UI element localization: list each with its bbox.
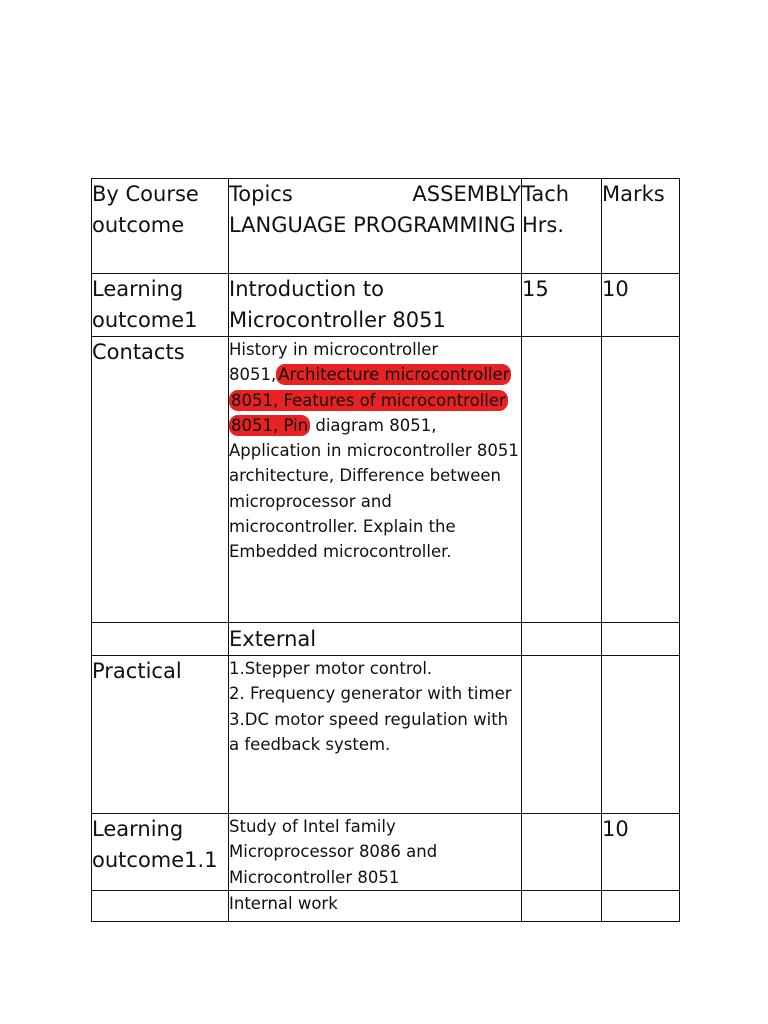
practical-item: 3.DC motor speed regulation with a feedback system. [229,709,509,754]
internal-marks-cell [602,891,680,922]
outcome1-1-topic: Study of Intel family Microprocessor 8086 and Microcontroller 8051 [229,814,522,891]
table-row-external [92,623,680,656]
outcome1-marks: 10 [602,274,680,337]
table-row-contacts [92,337,680,623]
header-marks: Marks [602,179,680,274]
external-marks-cell [602,623,680,656]
contacts-marks-cell [602,337,680,623]
external-label: External [229,623,522,656]
outcome1-label: Learning outcome1 [92,274,229,337]
contacts-text-highlighted: Architecture microcontroller 8051, Features of microcontroller 8051, Pin [231,365,510,435]
table-row-internal [92,891,680,922]
internal-label: Internal work [229,891,522,922]
practical-item: 1.Stepper motor control. [229,659,433,678]
table-row-outcome1 [92,274,680,337]
syllabus-table [91,178,680,922]
internal-empty-cell [92,891,229,922]
practical-hours-cell [522,656,602,814]
practical-list [229,656,522,814]
table-row-outcome1-1 [92,814,680,891]
practical-marks-cell [602,656,680,814]
contacts-text-before: History in microcontroller 8051, [229,340,439,385]
outcome1-hours: 15 [522,274,602,337]
contacts-hours-cell [522,337,602,623]
header-topics [229,179,522,274]
practical-label: Practical [92,656,229,814]
outcome1-1-label: Learning outcome1.1 [92,814,229,891]
contacts-text [229,337,522,623]
external-hours-cell [522,623,602,656]
contacts-text-after: diagram 8051, Application in microcontroller 8051 architecture, Difference between microprocessor and microcontroller. Explain the Embedded microcontroller. [229,415,519,562]
external-empty-cell [92,623,229,656]
header-topics-line2: LANGUAGE PROGRAMMING [229,213,516,237]
outcome1-topic: Introduction to Microcontroller 8051 [229,274,522,337]
practical-item: 2. Frequency generator with timer [229,684,512,704]
header-topics-line1: Topics ASSEMBLY [229,182,521,206]
table-row-practical [92,656,680,814]
outcome1-1-hours-cell [522,814,602,891]
outcome1-1-marks: 10 [602,814,680,891]
header-row [92,179,680,274]
header-course-outcome: By Course outcome [92,179,229,274]
internal-hours-cell [522,891,602,922]
header-teach-hours: Tach Hrs. [522,179,602,274]
contacts-label: Contacts [92,337,229,623]
